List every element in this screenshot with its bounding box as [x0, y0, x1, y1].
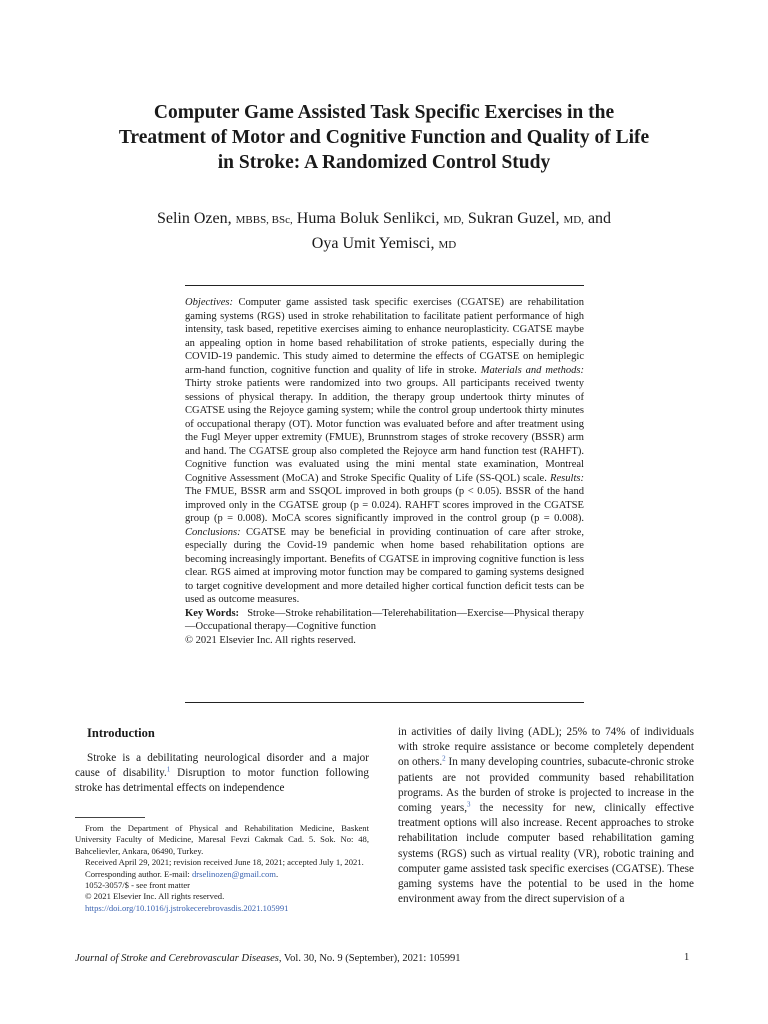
author-conjunction: and: [587, 210, 612, 227]
title-line: Treatment of Motor and Cognitive Function and Quality of Life: [118, 127, 650, 148]
author-name: Sukran Guzel,: [467, 210, 560, 227]
reference-link[interactable]: 1: [166, 765, 171, 774]
author-name: Oya Umit Yemisci,: [311, 235, 435, 252]
journal-name: Journal of Stroke and Cerebrovascular Diseases: [75, 953, 279, 964]
journal-footer: [75, 952, 694, 966]
email-link[interactable]: drselinozen@gmail.com: [191, 868, 276, 879]
right-column: [398, 725, 694, 907]
results-label: Results:: [550, 472, 585, 484]
abstract: [185, 296, 584, 647]
author-name: Huma Boluk Senlikci,: [296, 210, 440, 227]
abstract-body: [185, 296, 584, 607]
keywords: [185, 607, 584, 634]
methods-label: Materials and methods:: [480, 364, 585, 376]
article-title: [40, 100, 728, 175]
corresponding-note: Corresponding author. E-mail: drselinozen@gmail.com.: [85, 868, 279, 879]
intro-paragraph-continued: in activities of daily living (ADL); 25% to 74% of individuals with stroke require assistance or become completely dependent on others.$^2$ In many developing countries, subacute-chronic stroke patients are not provided community based rehabilitation programs. As the burden of stroke is projected to increase in the coming years,$^3$ the necessity for new, clinically effective treatment options will also increase. Recent approaches to stroke rehabilitation include computer based rehabilitation gaming systems (RGS) such as virtual reality (VR), robotic training and computer game assisted task specific exercises (CGATSE). These gaming systems have the potential to be used in the home environment away from the direct supervision of a: [398, 726, 694, 906]
abstract-bottom-rule: [185, 702, 584, 703]
author-line: [40, 232, 728, 257]
conclusions-text: CGATSE may be beneficial in providing continuation of care after stroke, especially during the Covid-19 pandemic when home based rehabilitation options are becoming increasingly important. Benefits of CGATSE in improving cognitive function is less clear. RGS aimed at improving motor function may be compared to gaming systems designed to target cognitive development and more detailed higher cortical function deficit tests can be used as outcome measures.: [185, 526, 585, 605]
author-list: [40, 207, 728, 257]
footnotes: [75, 823, 369, 914]
page-number: 1: [684, 952, 690, 963]
title-line: Computer Game Assisted Task Specific Exercises in the: [153, 102, 615, 123]
section-heading: Introduction: [87, 726, 155, 740]
author-line: [40, 207, 728, 232]
objectives-text: Computer game assisted task specific exercises (CGATSE) are rehabilitation gaming systems (RGS) used in stroke rehabilitation to facilitate patient performance of high intensity, task based, repetitive exercises aiming to enhance neuroplasticity. CGATSE maybe an appealing option in home based rehabilitation of stroke patients, especially during the COVID-19 pandemic. This study aimed to determine the effects of CGATSE on hemiplegic arm-hand function, cognitive function and quality of life in stroke.: [185, 297, 584, 376]
objectives-label: Objectives:: [185, 297, 234, 308]
doi-link[interactable]: https://doi.org/10.1016/j.jstrokecerebrovasdis.2021.105991: [85, 902, 289, 913]
methods-text: Thirty stroke patients were randomized into two groups. All participants received twenty sessions of physical therapy. In addition, the therapy group undertook thirty minutes of CGATSE using the Rejoyce gaming system; while the control group undertook thirty minutes of occupational therapy (OT). Motor function was evaluated before and after treatment using the Fugl Meyer upper extremity (FMUE), Brunnstrom stages of stroke recovery (BSSR) arm and hand. The CGATSE group also completed the Rejoyce arm hand function test (RAHFT). Cognitive function was evaluated using the mini mental state examination, Montreal Cognitive Assessment (MoCA) and Stroke Specific Quality of Life (SS-QOL) scale.: [185, 378, 584, 484]
results-text: The FMUE, BSSR arm and SSQOL improved in both groups (p < 0.05). BSSR of the hand improved only in the CGATSE group (p = 0.024). RAHFT scores improved in the CGATSE group (p = 0.008). MoCA scores significantly improved in the control group (p = 0.008).: [185, 486, 584, 524]
keywords-label: Key Words:: [185, 607, 240, 619]
footnote-rule: [75, 817, 145, 818]
author-name: Selin Ozen,: [156, 210, 232, 227]
author-degree: MD: [438, 239, 457, 251]
title-line: in Stroke: A Randomized Control Study: [217, 152, 551, 173]
abstract-top-rule: [185, 285, 584, 286]
author-degree: MBBS, BSc,: [235, 214, 293, 226]
reference-link[interactable]: 3: [467, 800, 471, 809]
author-degree: MD,: [443, 214, 464, 226]
journal-citation: , Vol. 30, No. 9 (September), 2021: 105991: [278, 953, 461, 964]
left-column: [75, 725, 369, 797]
copyright-note: © 2021 Elsevier Inc. All rights reserved.: [85, 891, 225, 902]
issn-note: 1052-3057/$ - see front matter: [85, 880, 191, 891]
keywords-text: Stroke—Stroke rehabilitation—Telerehabilitation—Exercise—Physical therapy—Occupational therapy—Cognitive function: [185, 607, 584, 632]
conclusions-label: Conclusions:: [185, 526, 241, 538]
affiliation-note: From the Department of Physical and Rehabilitation Medicine, Baskent University Faculty of Medicine, Maresal Fevzi Cakmak Cad. 5. Sok. No: 48, Bahcelievler, Ankara, 06490, Turkey.: [75, 823, 369, 856]
received-note: Received April 29, 2021; revision received June 18, 2021; accepted July 1, 2021.: [85, 857, 364, 868]
abstract-copyright: © 2021 Elsevier Inc. All rights reserved.: [185, 634, 356, 646]
intro-paragraph: Stroke is a debilitating neurological disorder and a major cause of disability.$^1$ Disruption to motor function following stroke has detrimental effects on independence: [75, 752, 369, 795]
reference-link[interactable]: 2: [442, 754, 446, 763]
author-degree: MD,: [563, 214, 584, 226]
